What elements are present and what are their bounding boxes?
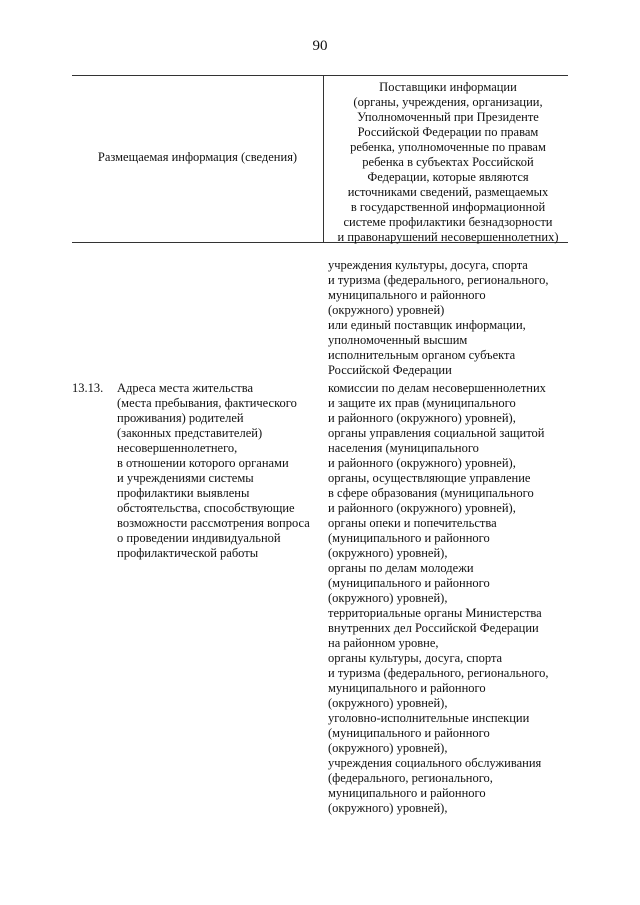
text-line: Российской Федерации по правам (357, 125, 539, 139)
row-providers-cell (328, 381, 568, 816)
text-line: и правонарушений несовершеннолетних) (337, 230, 559, 244)
text-line: муниципального и районного (328, 288, 486, 302)
text-line: (органы, учреждения, организации, (353, 95, 543, 109)
text-line: системе профилактики безнадзорности (343, 215, 553, 229)
text-line: (окружного) уровней), (328, 591, 448, 605)
row-number: 13.13. (72, 381, 104, 395)
text-line: комиссии по делам несовершеннолетних (328, 381, 546, 395)
text-line: ребенка в субъектах Российской (362, 155, 534, 169)
text-line: (окружного) уровней), (328, 696, 448, 710)
text-line: Поставщики информации (379, 80, 517, 94)
text-line: уголовно-исполнительные инспекции (328, 711, 530, 725)
text-line: источниками сведений, размещаемых (347, 185, 549, 199)
text-line: и защите их прав (муниципального (328, 396, 516, 410)
text-line: уполномоченный высшим (328, 333, 468, 347)
text-line: Российской Федерации (328, 363, 452, 377)
text-line: и районного (окружного) уровней), (328, 501, 516, 515)
text-line: на районном уровне, (328, 636, 439, 650)
text-line: (окружного) уровней), (328, 801, 448, 815)
text-line: органы по делам молодежи (328, 561, 474, 575)
text-line: возможности рассмотрения вопроса (117, 516, 310, 530)
text-line: муниципального и районного (328, 681, 486, 695)
text-line: (места пребывания, фактического (117, 396, 297, 410)
text-line: Адреса места жительства (117, 381, 254, 395)
text-line: (окружного) уровней), (328, 546, 448, 560)
text-line: и учреждениями системы (117, 471, 254, 485)
text-line: (муниципального и районного (328, 531, 490, 545)
text-line: и туризма (федерального, регионального, (328, 273, 549, 287)
text-line: территориальные органы Министерства (328, 606, 542, 620)
text-line: ребенка, уполномоченные по правам (350, 140, 546, 154)
text-line: профилактики выявлены (117, 486, 250, 500)
text-line: в отношении которого органами (117, 456, 289, 470)
text-line: или единый поставщик информации, (328, 318, 526, 332)
text-line: о проведении индивидуальной (117, 531, 281, 545)
text-line: (муниципального и районного (328, 726, 490, 740)
text-line: (окружного) уровней), (328, 741, 448, 755)
text-line: и районного (окружного) уровней), (328, 411, 516, 425)
text-line: учреждения социального обслуживания (328, 756, 542, 770)
text-line: и районного (окружного) уровней), (328, 456, 516, 470)
text-line: органы управления социальной защитой (328, 426, 545, 440)
header-info-column: Размещаемая информация (сведения) (97, 150, 298, 164)
text-line: исполнительным органом субъекта (328, 348, 516, 362)
text-line: (федерального, регионального, (328, 771, 493, 785)
text-line: муниципального и районного (328, 786, 486, 800)
row-description-cell (117, 381, 322, 561)
text-line: несовершеннолетнего, (117, 441, 238, 455)
text-line: Уполномоченный при Президенте (357, 110, 539, 124)
text-line: и туризма (федерального, регионального, (328, 666, 549, 680)
text-line: органы культуры, досуга, спорта (328, 651, 503, 665)
text-line: профилактической работы (117, 546, 259, 560)
text-line: в государственной информационной (350, 200, 546, 214)
table-top-border (72, 75, 568, 76)
text-line: учреждения культуры, досуга, спорта (328, 258, 528, 272)
text-line: органы опеки и попечительства (328, 516, 497, 530)
text-line: (окружного) уровней) (328, 303, 445, 317)
text-line: (муниципального и районного (328, 576, 490, 590)
text-line: Федерации, которые являются (367, 170, 529, 184)
text-line: обстоятельства, способствующие (117, 501, 295, 515)
continuation-providers-cell (328, 258, 568, 378)
text-line: населения (муниципального (328, 441, 479, 455)
page-number: 90 (312, 38, 328, 54)
header-column-divider (323, 75, 324, 243)
text-line: внутренних дел Российской Федерации (328, 621, 539, 635)
text-line: органы, осуществляющие управление (328, 471, 531, 485)
header-providers-column (328, 80, 568, 245)
text-line: (законных представителей) (117, 426, 263, 440)
text-line: в сфере образования (муниципального (328, 486, 534, 500)
text-line: проживания) родителей (117, 411, 244, 425)
